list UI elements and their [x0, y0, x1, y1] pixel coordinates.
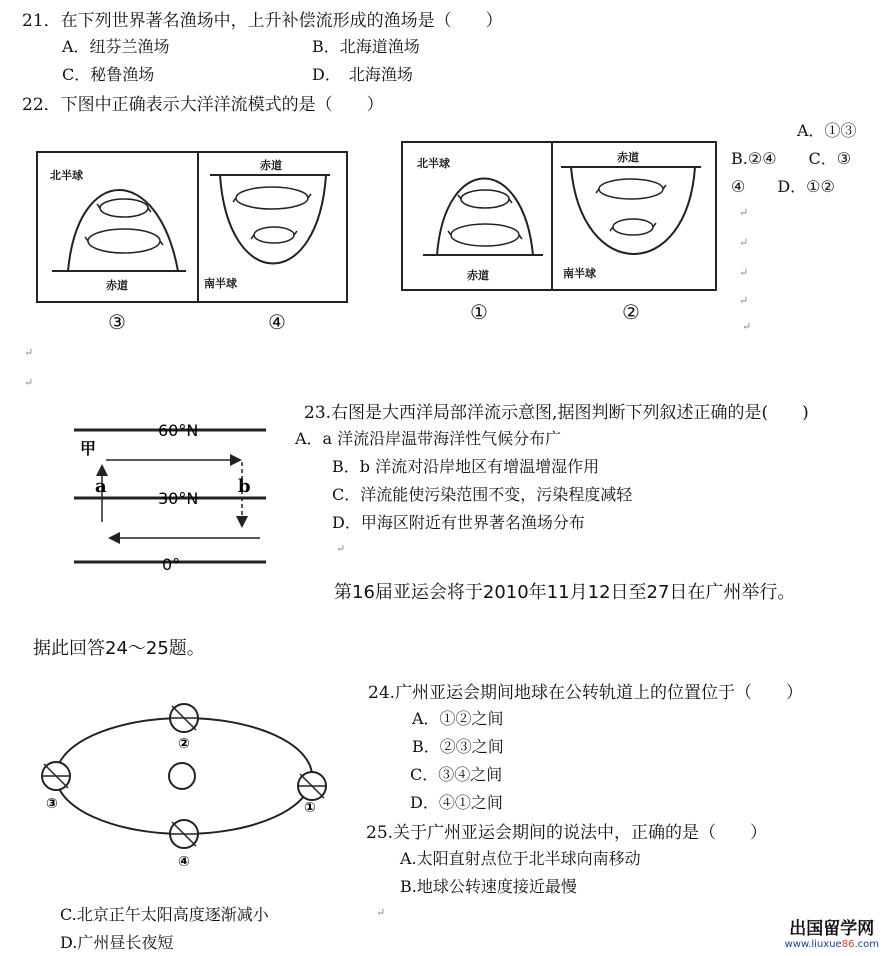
- return-mark: ↵: [742, 320, 752, 333]
- gyre-diagram-left: [36, 151, 348, 303]
- return-mark: ↵: [739, 294, 749, 307]
- label-position-3: ③: [46, 796, 58, 812]
- diagram-number-2: ②: [622, 300, 640, 324]
- q21-option-a: A．纽芬兰渔场: [62, 37, 170, 56]
- label-lat-0: 0°: [162, 555, 181, 574]
- q22-option-line-3: ④ D．①②: [731, 177, 835, 196]
- label-lat-60n: 60°N: [158, 421, 199, 440]
- brand-url: www.liuxue86.com: [784, 939, 879, 950]
- earth-position-1: [298, 772, 326, 800]
- intro-line-1: 第16届亚运会将于2010年11月12日至27日在广州举行。: [334, 582, 796, 603]
- q24-option-a: A．①②之间: [412, 709, 504, 728]
- brand-name: 出国留学网: [789, 919, 875, 939]
- brand-logo: [785, 914, 879, 950]
- q24-option-b: B．②③之间: [412, 737, 504, 756]
- sun: [169, 763, 195, 789]
- atlantic-current-diagram: [40, 412, 280, 587]
- label-equator: 赤道: [260, 159, 282, 172]
- label-south-hemisphere: 南半球: [204, 277, 237, 290]
- label-position-2: ②: [178, 736, 190, 752]
- q25-option-b: B.地球公转速度接近最慢: [400, 877, 577, 896]
- q25-option-c: C.北京正午太阳高度逐渐减小: [60, 905, 269, 924]
- q21-option-c: C．秘鲁渔场: [62, 65, 155, 84]
- q22-option-line-1: A．①③: [797, 121, 857, 140]
- q22-stem: 22．下图中正确表示大洋洋流模式的是（ ）: [22, 95, 384, 115]
- orbit-diagram: [36, 696, 336, 876]
- q21-option-b: B．北海道渔场: [312, 37, 420, 56]
- return-mark: ↵: [739, 266, 749, 279]
- q21-option-d: D． 北海渔场: [312, 65, 413, 84]
- label-current-a: a: [95, 476, 107, 497]
- q22-option-line-2: B.②④ C．③: [731, 149, 852, 168]
- q24-option-c: C．③④之间: [410, 765, 503, 784]
- q23-option-a: A．a 洋流沿岸温带海洋性气候分布广: [295, 429, 562, 448]
- return-mark: ↵: [24, 376, 34, 389]
- label-north-hemisphere: 北半球: [50, 169, 83, 182]
- label-south-hemisphere: 南半球: [563, 267, 596, 280]
- label-equator: 赤道: [106, 279, 128, 292]
- earth-position-2: [170, 704, 198, 732]
- return-mark: ↵: [376, 906, 386, 919]
- q24-stem: 24.广州亚运会期间地球在公转轨道上的位置位于（ ）: [368, 683, 804, 703]
- q21-stem: 21．在下列世界著名渔场中，上升补偿流形成的渔场是（ ）: [22, 11, 503, 31]
- label-position-1: ①: [304, 800, 316, 816]
- q23-option-c: C．洋流能使污染范围不变，污染程度减轻: [332, 485, 633, 504]
- label-north-hemisphere: 北半球: [417, 157, 450, 170]
- q24-option-d: D．④①之间: [410, 793, 503, 812]
- diagram-number-1: ①: [470, 300, 488, 324]
- q25-option-d: D.广州昼长夜短: [60, 933, 174, 952]
- q23-option-d: D．甲海区附近有世界著名渔场分布: [332, 513, 585, 532]
- label-equator: 赤道: [617, 151, 639, 164]
- gyre-diagram-left-svg: [38, 153, 346, 301]
- return-mark: ↵: [739, 206, 749, 219]
- intro-line-2: 据此回答24～25题。: [33, 638, 205, 659]
- gyre-diagram-right: [401, 141, 717, 291]
- label-jia: 甲: [80, 439, 97, 458]
- q23-stem: 23.右图是大西洋局部洋流示意图,据图判断下列叙述正确的是( ): [304, 403, 809, 423]
- return-mark: ↵: [336, 542, 346, 555]
- q25-stem: 25.关于广州亚运会期间的说法中，正确的是（ ）: [366, 823, 768, 843]
- earth-position-4: [170, 820, 198, 848]
- label-current-b: b: [238, 476, 251, 497]
- label-position-4: ④: [178, 854, 190, 870]
- label-lat-30n: 30°N: [158, 489, 199, 508]
- label-equator: 赤道: [467, 269, 489, 282]
- return-mark: ↵: [739, 236, 749, 249]
- diagram-number-4: ④: [268, 310, 286, 334]
- return-mark: ↵: [24, 346, 34, 359]
- earth-position-3: [42, 762, 70, 790]
- q25-option-a: A.太阳直射点位于北半球向南移动: [400, 849, 641, 868]
- q23-option-b: B．b 洋流对沿岸地区有增温增湿作用: [332, 457, 600, 476]
- diagram-number-3: ③: [108, 310, 126, 334]
